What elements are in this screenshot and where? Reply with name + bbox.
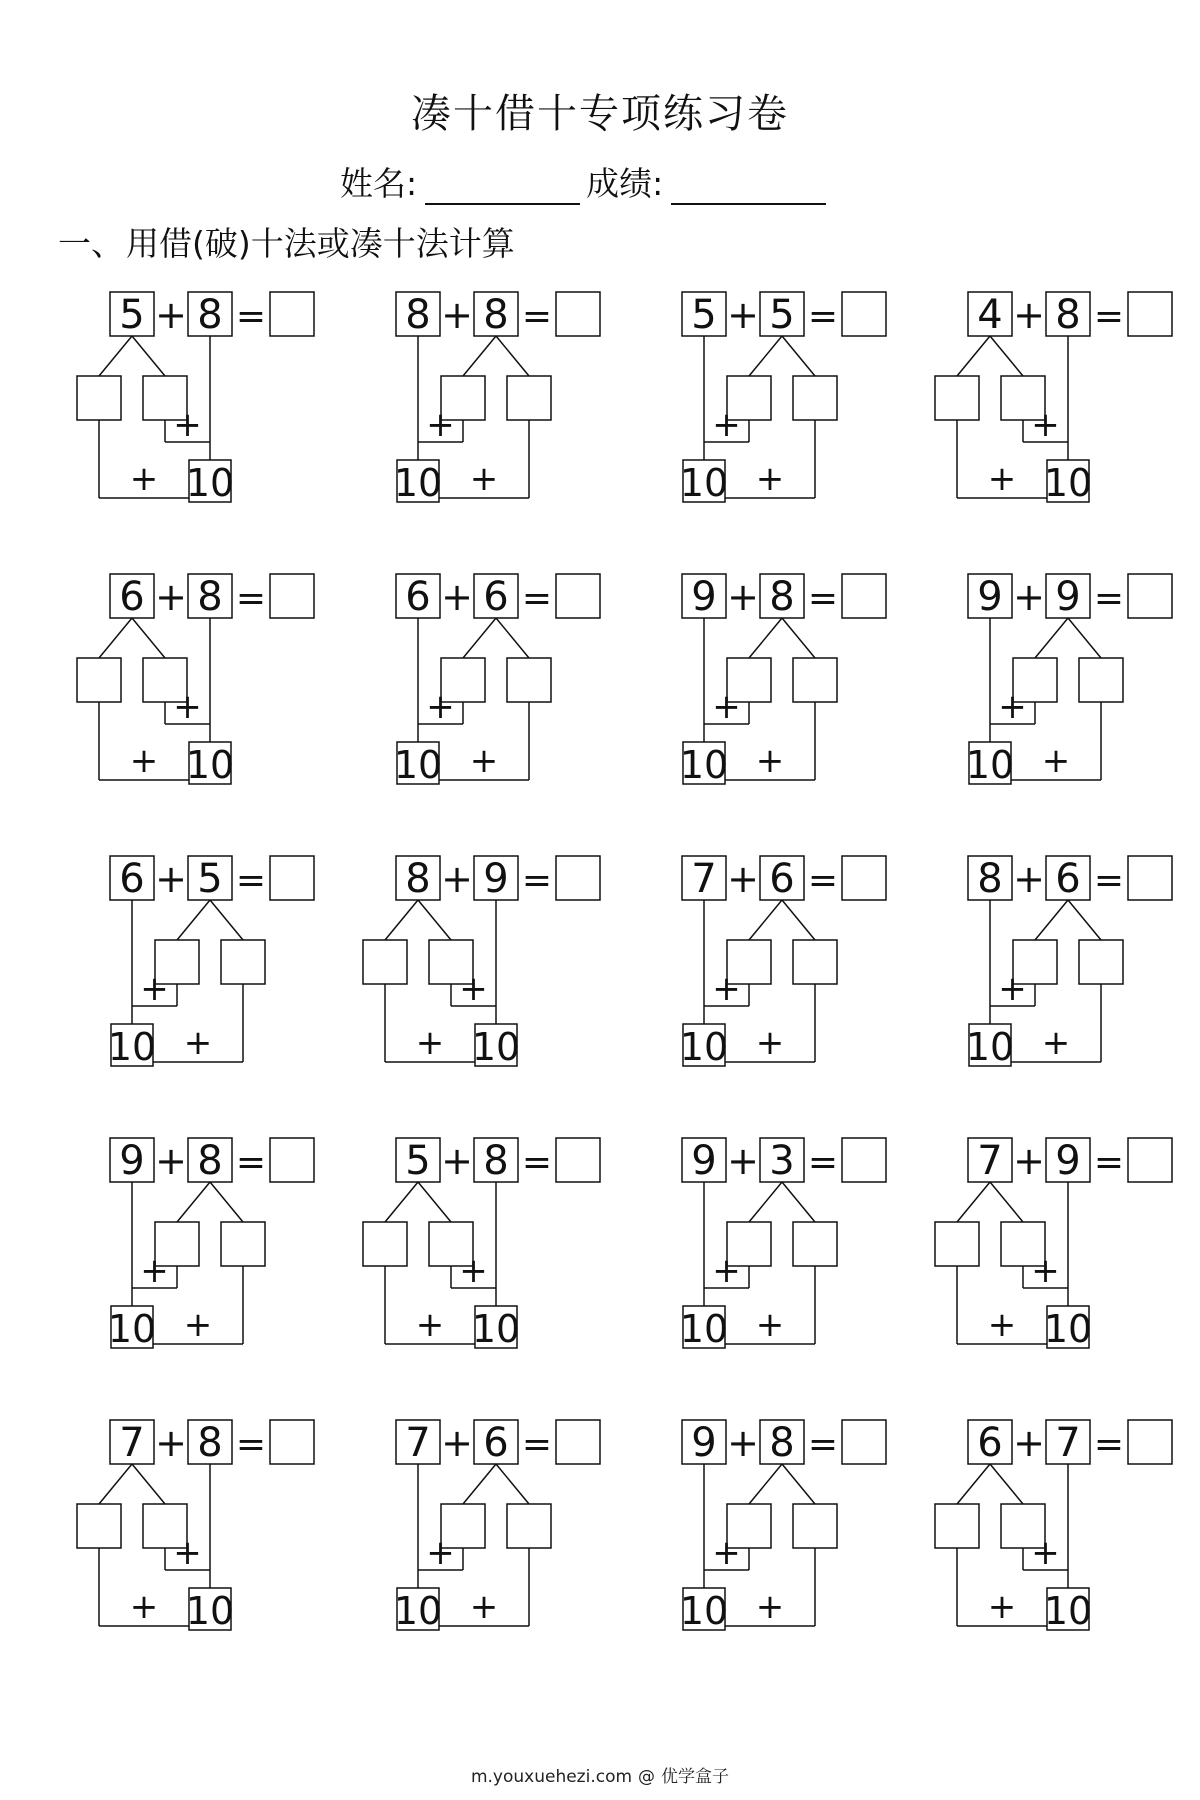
answer-box[interactable] [1128, 1420, 1172, 1464]
ten-value: 10 [393, 743, 443, 787]
addend-b: 6 [483, 1420, 509, 1466]
branch-line [418, 900, 451, 940]
answer-box[interactable] [556, 856, 600, 900]
equals-sign: = [807, 1142, 839, 1183]
answer-box[interactable] [270, 574, 314, 618]
equals-sign: = [521, 860, 553, 901]
branch-line [463, 618, 496, 658]
plus-sign: + [727, 293, 759, 337]
equals-sign: = [235, 578, 267, 619]
addend-a: 6 [119, 574, 145, 620]
addend-a: 9 [119, 1138, 145, 1184]
name-label: 姓名: [340, 164, 418, 203]
final-plus-sign: + [469, 459, 499, 499]
branch-line [782, 618, 815, 658]
join-plus-sign: + [712, 405, 741, 445]
plus-sign: + [441, 857, 473, 901]
addend-a: 6 [119, 856, 145, 902]
final-plus-sign: + [469, 741, 499, 781]
problem-19 [680, 1420, 886, 1633]
addend-a: 4 [977, 292, 1003, 338]
split-box[interactable] [77, 1504, 121, 1548]
addend-a: 9 [691, 1138, 717, 1184]
ten-value: 10 [107, 1025, 157, 1069]
ten-value: 10 [185, 1589, 235, 1633]
problem-17 [77, 1420, 314, 1633]
equals-sign: = [1093, 1142, 1125, 1183]
join-plus-sign: + [459, 1251, 488, 1291]
addend-b: 8 [197, 574, 223, 620]
final-plus-sign: + [755, 1023, 785, 1063]
plus-sign: + [441, 575, 473, 619]
branch-line [749, 336, 782, 376]
addend-b: 8 [197, 1420, 223, 1466]
equals-sign: = [1093, 1424, 1125, 1465]
plus-sign: + [1013, 1139, 1045, 1183]
final-plus-sign: + [755, 1305, 785, 1345]
ten-value: 10 [679, 743, 729, 787]
addend-b: 8 [769, 574, 795, 620]
branch-line [1035, 618, 1068, 658]
equals-sign: = [521, 578, 553, 619]
branch-line [177, 900, 210, 940]
final-plus-sign: + [1041, 1023, 1071, 1063]
addend-b: 9 [1055, 1138, 1081, 1184]
branch-line [99, 618, 132, 658]
ten-value: 10 [471, 1307, 521, 1351]
split-box[interactable] [935, 1504, 979, 1548]
final-plus-sign: + [129, 741, 159, 781]
addend-b: 8 [483, 1138, 509, 1184]
plus-sign: + [441, 1421, 473, 1465]
problem-7 [680, 574, 886, 787]
answer-box[interactable] [1128, 574, 1172, 618]
branch-line [385, 900, 418, 940]
plus-sign: + [441, 1139, 473, 1183]
split-box[interactable] [935, 376, 979, 420]
branch-line [782, 1464, 815, 1504]
equals-sign: = [1093, 860, 1125, 901]
branch-line [957, 1464, 990, 1504]
problem-10 [363, 856, 600, 1069]
plus-sign: + [1013, 1421, 1045, 1465]
score-label: 成绩: [586, 164, 664, 203]
final-plus-sign: + [129, 459, 159, 499]
branch-line [749, 618, 782, 658]
split-box[interactable] [507, 1504, 551, 1548]
problem-9 [108, 856, 314, 1069]
branch-line [1068, 618, 1101, 658]
split-box[interactable] [507, 376, 551, 420]
addend-a: 5 [405, 1138, 431, 1184]
join-plus-sign: + [712, 1251, 741, 1291]
addend-b: 6 [1055, 856, 1081, 902]
final-plus-sign: + [987, 1305, 1017, 1345]
problem-20 [935, 1420, 1172, 1633]
problem-2 [394, 292, 600, 505]
plus-sign: + [1013, 857, 1045, 901]
plus-sign: + [155, 575, 187, 619]
answer-box[interactable] [842, 1420, 886, 1464]
answer-box[interactable] [1128, 1138, 1172, 1182]
branch-line [957, 336, 990, 376]
join-plus-sign: + [1031, 1533, 1060, 1573]
footer-site: m.youxuehezi.com [470, 1767, 633, 1787]
split-box[interactable] [793, 376, 837, 420]
join-plus-sign: + [173, 405, 202, 445]
join-plus-sign: + [426, 1533, 455, 1573]
plus-sign: + [727, 1421, 759, 1465]
split-box[interactable] [793, 1222, 837, 1266]
answer-box[interactable] [842, 1138, 886, 1182]
plus-sign: + [155, 1421, 187, 1465]
plus-sign: + [155, 293, 187, 337]
plus-sign: + [1013, 293, 1045, 337]
join-plus-sign: + [459, 969, 488, 1009]
plus-sign: + [727, 1139, 759, 1183]
ten-value: 10 [965, 1025, 1015, 1069]
ten-value: 10 [1043, 1307, 1093, 1351]
equals-sign: = [807, 1424, 839, 1465]
problem-14 [363, 1138, 600, 1351]
split-box[interactable] [77, 658, 121, 702]
final-plus-sign: + [755, 741, 785, 781]
split-box[interactable] [793, 1504, 837, 1548]
ten-value: 10 [1043, 1589, 1093, 1633]
addend-a: 9 [691, 574, 717, 620]
final-plus-sign: + [129, 1587, 159, 1627]
equals-sign: = [807, 860, 839, 901]
ten-value: 10 [185, 743, 235, 787]
split-box[interactable] [1079, 658, 1123, 702]
addend-a: 7 [119, 1420, 145, 1466]
answer-box[interactable] [1128, 292, 1172, 336]
final-plus-sign: + [469, 1587, 499, 1627]
footer-brand: 优学盒子 [661, 1767, 730, 1787]
answer-box[interactable] [556, 1138, 600, 1182]
addend-a: 5 [119, 292, 145, 338]
join-plus-sign: + [173, 687, 202, 727]
branch-line [782, 900, 815, 940]
addend-b: 8 [197, 1138, 223, 1184]
final-plus-sign: + [987, 1587, 1017, 1627]
plus-sign: + [155, 857, 187, 901]
join-plus-sign: + [712, 687, 741, 727]
join-plus-sign: + [998, 969, 1027, 1009]
footer [0, 1762, 1200, 1787]
branch-line [990, 1464, 1023, 1504]
addend-b: 5 [197, 856, 223, 902]
ten-value: 10 [471, 1025, 521, 1069]
branch-line [385, 1182, 418, 1222]
equals-sign: = [807, 296, 839, 337]
branch-line [496, 618, 529, 658]
equals-sign: = [235, 296, 267, 337]
page-title: 凑十借十专项练习卷 [411, 91, 789, 137]
branch-line [177, 1182, 210, 1222]
join-plus-sign: + [173, 1533, 202, 1573]
branch-line [132, 336, 165, 376]
branch-line [496, 1464, 529, 1504]
problem-12 [966, 856, 1172, 1069]
problem-1 [77, 292, 314, 505]
branch-line [463, 1464, 496, 1504]
branch-line [749, 900, 782, 940]
final-plus-sign: + [415, 1023, 445, 1063]
addend-a: 6 [977, 1420, 1003, 1466]
branch-line [210, 900, 243, 940]
split-box[interactable] [221, 940, 265, 984]
branch-line [210, 1182, 243, 1222]
addend-a: 8 [405, 292, 431, 338]
problem-15 [680, 1138, 886, 1351]
branch-line [782, 336, 815, 376]
addend-a: 8 [977, 856, 1003, 902]
join-plus-sign: + [1031, 405, 1060, 445]
answer-box[interactable] [1128, 856, 1172, 900]
join-plus-sign: + [140, 1251, 169, 1291]
answer-box[interactable] [270, 292, 314, 336]
equals-sign: = [521, 1142, 553, 1183]
final-plus-sign: + [755, 459, 785, 499]
plus-sign: + [727, 857, 759, 901]
equals-sign: = [1093, 296, 1125, 337]
final-plus-sign: + [987, 459, 1017, 499]
answer-box[interactable] [556, 574, 600, 618]
answer-box[interactable] [270, 856, 314, 900]
ten-value: 10 [393, 461, 443, 505]
addend-b: 8 [1055, 292, 1081, 338]
addend-b: 5 [769, 292, 795, 338]
problem-16 [935, 1138, 1172, 1351]
split-box[interactable] [935, 1222, 979, 1266]
answer-box[interactable] [556, 1420, 600, 1464]
ten-value: 10 [393, 1589, 443, 1633]
addend-a: 7 [977, 1138, 1003, 1184]
branch-line [749, 1464, 782, 1504]
branch-line [782, 1182, 815, 1222]
branch-line [99, 336, 132, 376]
problem-4 [935, 292, 1172, 505]
answer-box[interactable] [270, 1420, 314, 1464]
ten-value: 10 [1043, 461, 1093, 505]
branch-line [990, 1182, 1023, 1222]
addend-b: 8 [769, 1420, 795, 1466]
branch-line [957, 1182, 990, 1222]
branch-line [749, 1182, 782, 1222]
split-box[interactable] [77, 376, 121, 420]
addend-a: 8 [405, 856, 431, 902]
answer-box[interactable] [842, 856, 886, 900]
problem-11 [680, 856, 886, 1069]
addend-a: 7 [405, 1420, 431, 1466]
split-box[interactable] [363, 1222, 407, 1266]
split-box[interactable] [507, 658, 551, 702]
ten-value: 10 [679, 461, 729, 505]
join-plus-sign: + [712, 969, 741, 1009]
section-number: 一、 [58, 224, 124, 263]
addend-a: 7 [691, 856, 717, 902]
ten-value: 10 [679, 1589, 729, 1633]
problem-13 [108, 1138, 314, 1351]
addend-a: 6 [405, 574, 431, 620]
branch-line [463, 336, 496, 376]
problem-8 [966, 574, 1172, 787]
answer-box[interactable] [842, 574, 886, 618]
final-plus-sign: + [183, 1305, 213, 1345]
footer-at: @ [638, 1767, 656, 1787]
join-plus-sign: + [1031, 1251, 1060, 1291]
plus-sign: + [1013, 575, 1045, 619]
ten-value: 10 [185, 461, 235, 505]
ten-value: 10 [679, 1025, 729, 1069]
final-plus-sign: + [1041, 741, 1071, 781]
final-plus-sign: + [755, 1587, 785, 1627]
problem-5 [77, 574, 314, 787]
join-plus-sign: + [426, 687, 455, 727]
ten-value: 10 [107, 1307, 157, 1351]
addend-a: 9 [691, 1420, 717, 1466]
plus-sign: + [155, 1139, 187, 1183]
split-box[interactable] [793, 940, 837, 984]
final-plus-sign: + [183, 1023, 213, 1063]
addend-b: 8 [197, 292, 223, 338]
branch-line [132, 618, 165, 658]
branch-line [418, 1182, 451, 1222]
ten-value: 10 [965, 743, 1015, 787]
join-plus-sign: + [712, 1533, 741, 1573]
equals-sign: = [807, 578, 839, 619]
plus-sign: + [727, 575, 759, 619]
addend-a: 9 [977, 574, 1003, 620]
equals-sign: = [235, 1424, 267, 1465]
addend-b: 6 [769, 856, 795, 902]
problem-18 [394, 1420, 600, 1633]
branch-line [99, 1464, 132, 1504]
join-plus-sign: + [426, 405, 455, 445]
answer-box[interactable] [270, 1138, 314, 1182]
equals-sign: = [235, 1142, 267, 1183]
join-plus-sign: + [998, 687, 1027, 727]
section-instruction: 用借(破)十法或凑十法计算 [126, 224, 515, 263]
final-plus-sign: + [415, 1305, 445, 1345]
addend-a: 5 [691, 292, 717, 338]
branch-line [1068, 900, 1101, 940]
equals-sign: = [521, 1424, 553, 1465]
addend-b: 8 [483, 292, 509, 338]
addend-b: 6 [483, 574, 509, 620]
join-plus-sign: + [140, 969, 169, 1009]
equals-sign: = [521, 296, 553, 337]
problem-3 [680, 292, 886, 505]
split-box[interactable] [221, 1222, 265, 1266]
equals-sign: = [1093, 578, 1125, 619]
ten-value: 10 [679, 1307, 729, 1351]
branch-line [990, 336, 1023, 376]
addend-b: 9 [1055, 574, 1081, 620]
plus-sign: + [441, 293, 473, 337]
branch-line [132, 1464, 165, 1504]
answer-box[interactable] [842, 292, 886, 336]
split-box[interactable] [363, 940, 407, 984]
problem-6 [394, 574, 600, 787]
branch-line [1035, 900, 1068, 940]
split-box[interactable] [1079, 940, 1123, 984]
answer-box[interactable] [556, 292, 600, 336]
addend-b: 3 [769, 1138, 795, 1184]
split-box[interactable] [793, 658, 837, 702]
equals-sign: = [235, 860, 267, 901]
addend-b: 9 [483, 856, 509, 902]
branch-line [496, 336, 529, 376]
addend-b: 7 [1055, 1420, 1081, 1466]
